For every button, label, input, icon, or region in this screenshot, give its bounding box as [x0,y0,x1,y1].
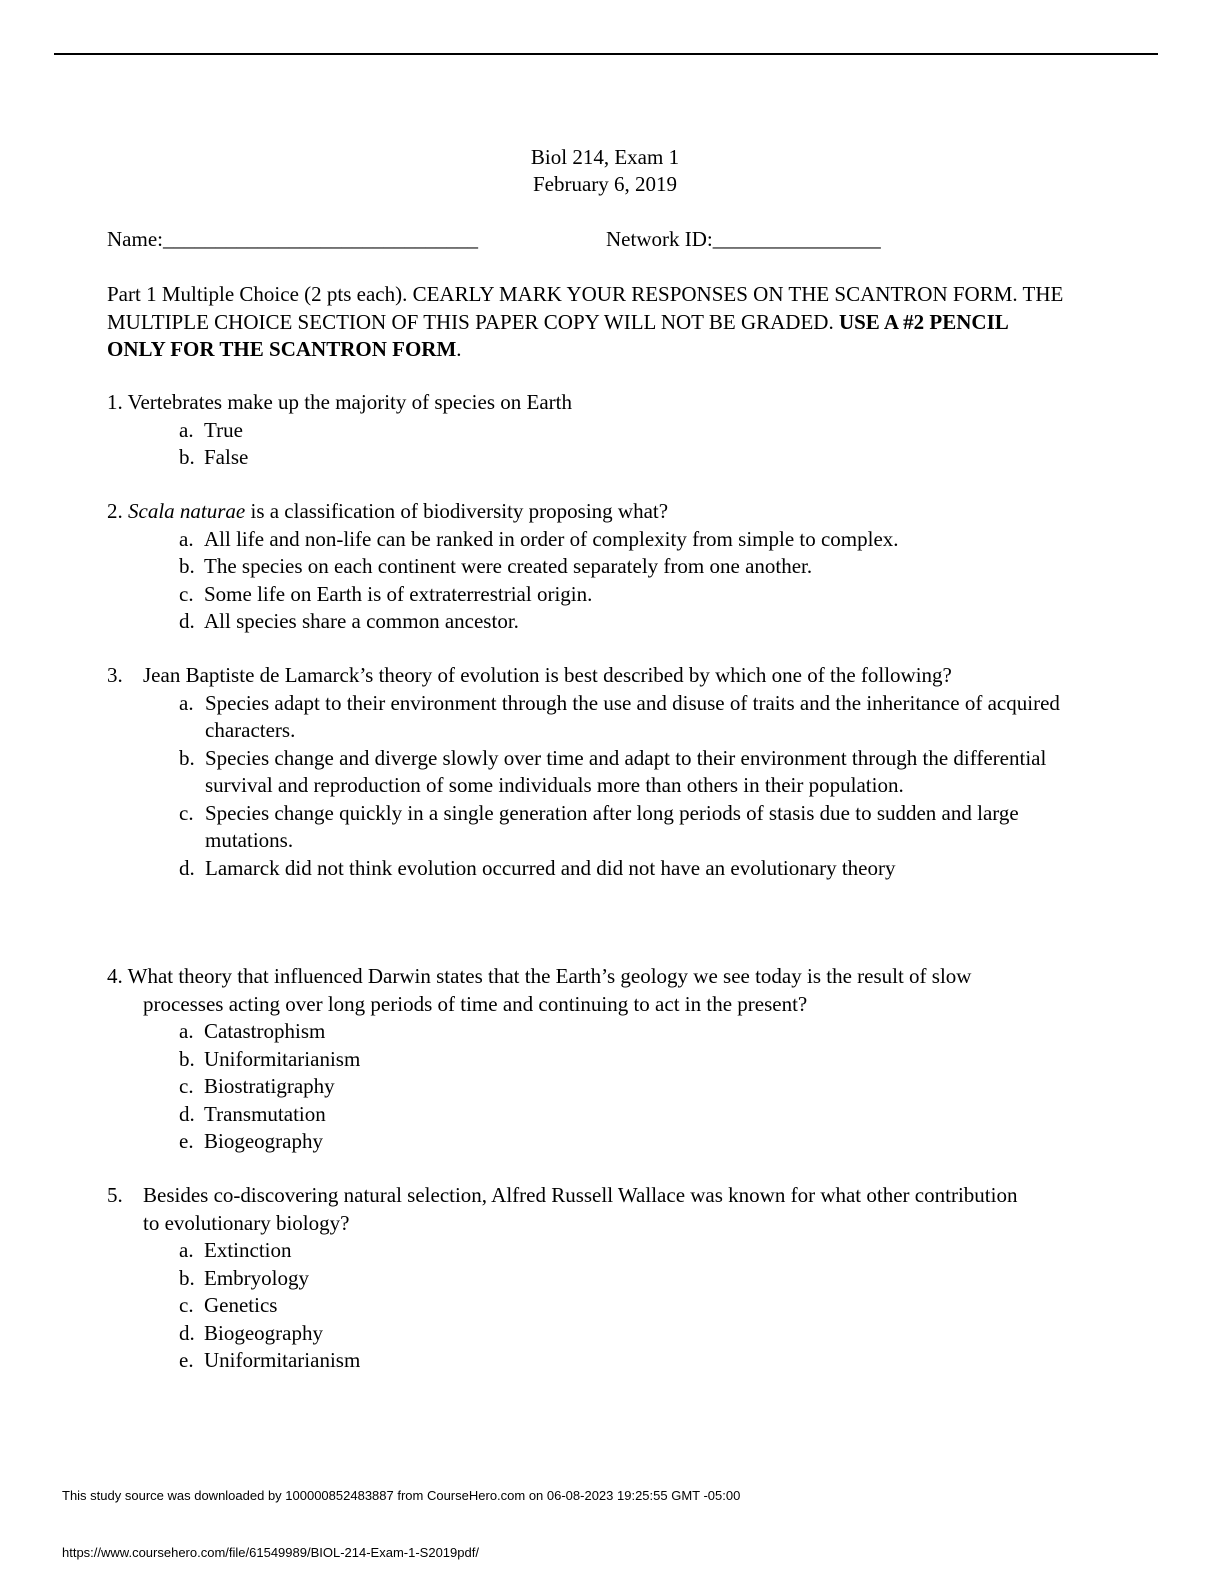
source-url[interactable]: https://www.coursehero.com/file/61549989/BIOL-214-Exam-1-S2019pdf/ [62,1545,479,1560]
network-id-label: Network ID:________________ [606,227,881,251]
option: a. Extinction [179,1238,292,1262]
option: a. Catastrophism [179,1019,326,1043]
question-1 [107,389,1067,472]
option: c. Biostratigraphy [179,1074,335,1098]
option: e. Biogeography [179,1129,323,1153]
option: d. Lamarck did not think evolution occurred and did not have an evolutionary theory [179,855,896,880]
option: d. Transmutation [179,1101,326,1126]
question-stem: 2. Scala naturae is a classification of biodiversity proposing what? [107,499,669,523]
option: b. The species on each continent were created separately from one another. [179,554,813,578]
question-5 [107,1182,1067,1375]
pencil-instruction: USE A #2 PENCIL ONLY FOR THE SCANTRON FORM [107,309,1008,361]
question-stem: 1. Vertebrates make up the majority of species on Earth [107,390,572,414]
option: b. Uniformitarianism [179,1046,361,1071]
option: c. Genetics [179,1293,278,1317]
option: c. Species change quickly in a single generation after long periods of stasis due to sudden and large mutations. [179,800,1019,852]
exam-header [0,144,1210,198]
exam-date: February 6, 2019 [532,172,678,196]
option: a. All life and non-life can be ranked in order of complexity from simple to complex. [179,526,899,551]
instructions: Part 1 Multiple Choice (2 pts each). CEARLY MARK YOUR RESPONSES ON THE SCANTRON FORM. THE MULTIPLE CHOICE SECTION OF THIS PAPER COPY WILL NOT BE GRADED. USE A #2 PENCIL ONLY FOR THE SCANTRON FORM. [107,282,1064,361]
option: d. All species share a common ancestor. [179,609,519,633]
option: a. Species adapt to their environment through the use and disuse of traits and the inheritance of acquired characters. [179,690,1060,742]
option: e. Uniformitarianism [179,1348,361,1372]
question-stem: 5. Besides co-discovering natural selection, Alfred Russell Wallace was known for what other contribution to evolutionary biology? [107,1183,1018,1235]
network-id-blank[interactable]: ________________ [712,227,881,251]
question-stem: 4. What theory that influenced Darwin states that the Earth’s geology we see today is the result of slow processes acting over long periods of time and continuing to act in the present? [107,964,972,1016]
top-rule [54,53,1158,55]
option: b. False [179,445,249,469]
option: d. Biogeography [179,1320,323,1345]
exam-title: Biol 214, Exam 1 [530,145,680,169]
option: b. Species change and diverge slowly over time and adapt to their environment through the differential survival and reproduction of some individuals more than others in their population. [179,745,1047,797]
scala-naturae-term: Scala naturae [128,499,246,523]
option: a. True [179,417,243,442]
question-3 [107,662,1067,882]
download-notice: This study source was downloaded by 100000852483887 from CourseHero.com on 06-08-2023 19:25:55 GMT -05:00 [62,1488,741,1503]
question-2 [107,498,1067,636]
student-id-row [107,226,1107,253]
question-4 [107,963,1067,1156]
option: c. Some life on Earth is of extraterrestrial origin. [179,581,593,606]
question-stem: 3. Jean Baptiste de Lamarck’s theory of evolution is best described by which one of the following? [107,663,952,687]
name-label: Name:______________________________ [107,227,478,251]
option: b. Embryology [179,1265,309,1290]
name-blank[interactable]: ______________________________ [162,227,478,251]
